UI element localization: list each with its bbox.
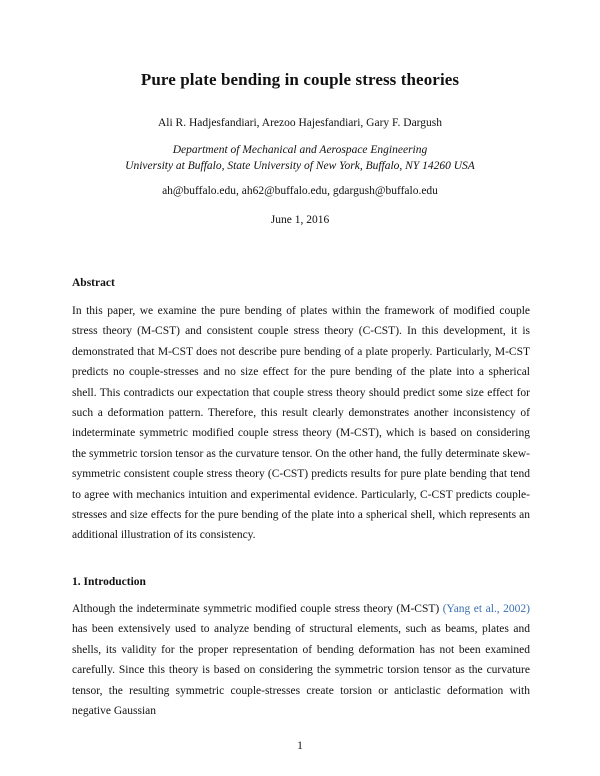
affiliation-department: Department of Mechanical and Aerospace Engineering: [172, 144, 428, 156]
affiliation-university: University at Buffalo, State University of New York, Buffalo, NY 14260 USA: [125, 160, 475, 172]
author-emails: ah@buffalo.edu, ah62@buffalo.edu, gdargush@buffalo.edu: [162, 185, 438, 197]
introduction-text: [72, 599, 530, 721]
abstract-text: In this paper, we examine the pure bending of plates within the framework of modified couple stress theory (M-CST) and consistent couple stress theory (C-CST). In this development, it is demonstrated that M-CST does not describe pure bending of a plate properly. Particularly, M-CST predicts no couple-stresses and no size effect for the pure bending of the plate into a spherical shell. This contradicts our expectation that couple stress theory should predict some size effect for such a deformation pattern. Therefore, this result clearly demonstrates another inconsistency of indeterminate symmetric modified couple stress theory (M-CST), which is based on considering the symmetric torsion tensor as the curvature tensor. On the other hand, the fully determinate skew-symmetric consistent couple stress theory (C-CST) predicts results for pure plate bending that tend to agree with mechanics intuition and experimental evidence. Particularly, C-CST predicts couple-stresses and size effects for the pure bending of the plate into a spherical shell, which represents an additional illustration of its consistency.: [72, 305, 530, 542]
abstract-heading: Abstract: [72, 277, 115, 289]
introduction-heading: 1. Introduction: [72, 576, 146, 588]
citation-link[interactable]: (Yang et al., 2002): [442, 603, 530, 615]
paper-title: Pure plate bending in couple stress theories: [140, 70, 460, 89]
author-list: Ali R. Hadjesfandiari, Arezoo Hajesfandiari, Gary F. Dargush: [157, 117, 443, 129]
introduction-text-rest: has been extensively used to analyze bending of structural elements, such as beams, plates and shells, its validity for the proper representation of bending deformation has not been examined carefully. Since this theory is based on considering the symmetric torsion tensor as the curvature tensor, the resulting symmetric couple-stresses create torsion or anticlastic deformation with negative Gaussian: [72, 623, 530, 718]
introduction-text-start: Although the indeterminate symmetric modified couple stress theory (M-CST): [72, 603, 443, 615]
page-number: 1: [297, 740, 303, 752]
paper-date: June 1, 2016: [270, 214, 330, 226]
affiliation: [0, 142, 600, 174]
